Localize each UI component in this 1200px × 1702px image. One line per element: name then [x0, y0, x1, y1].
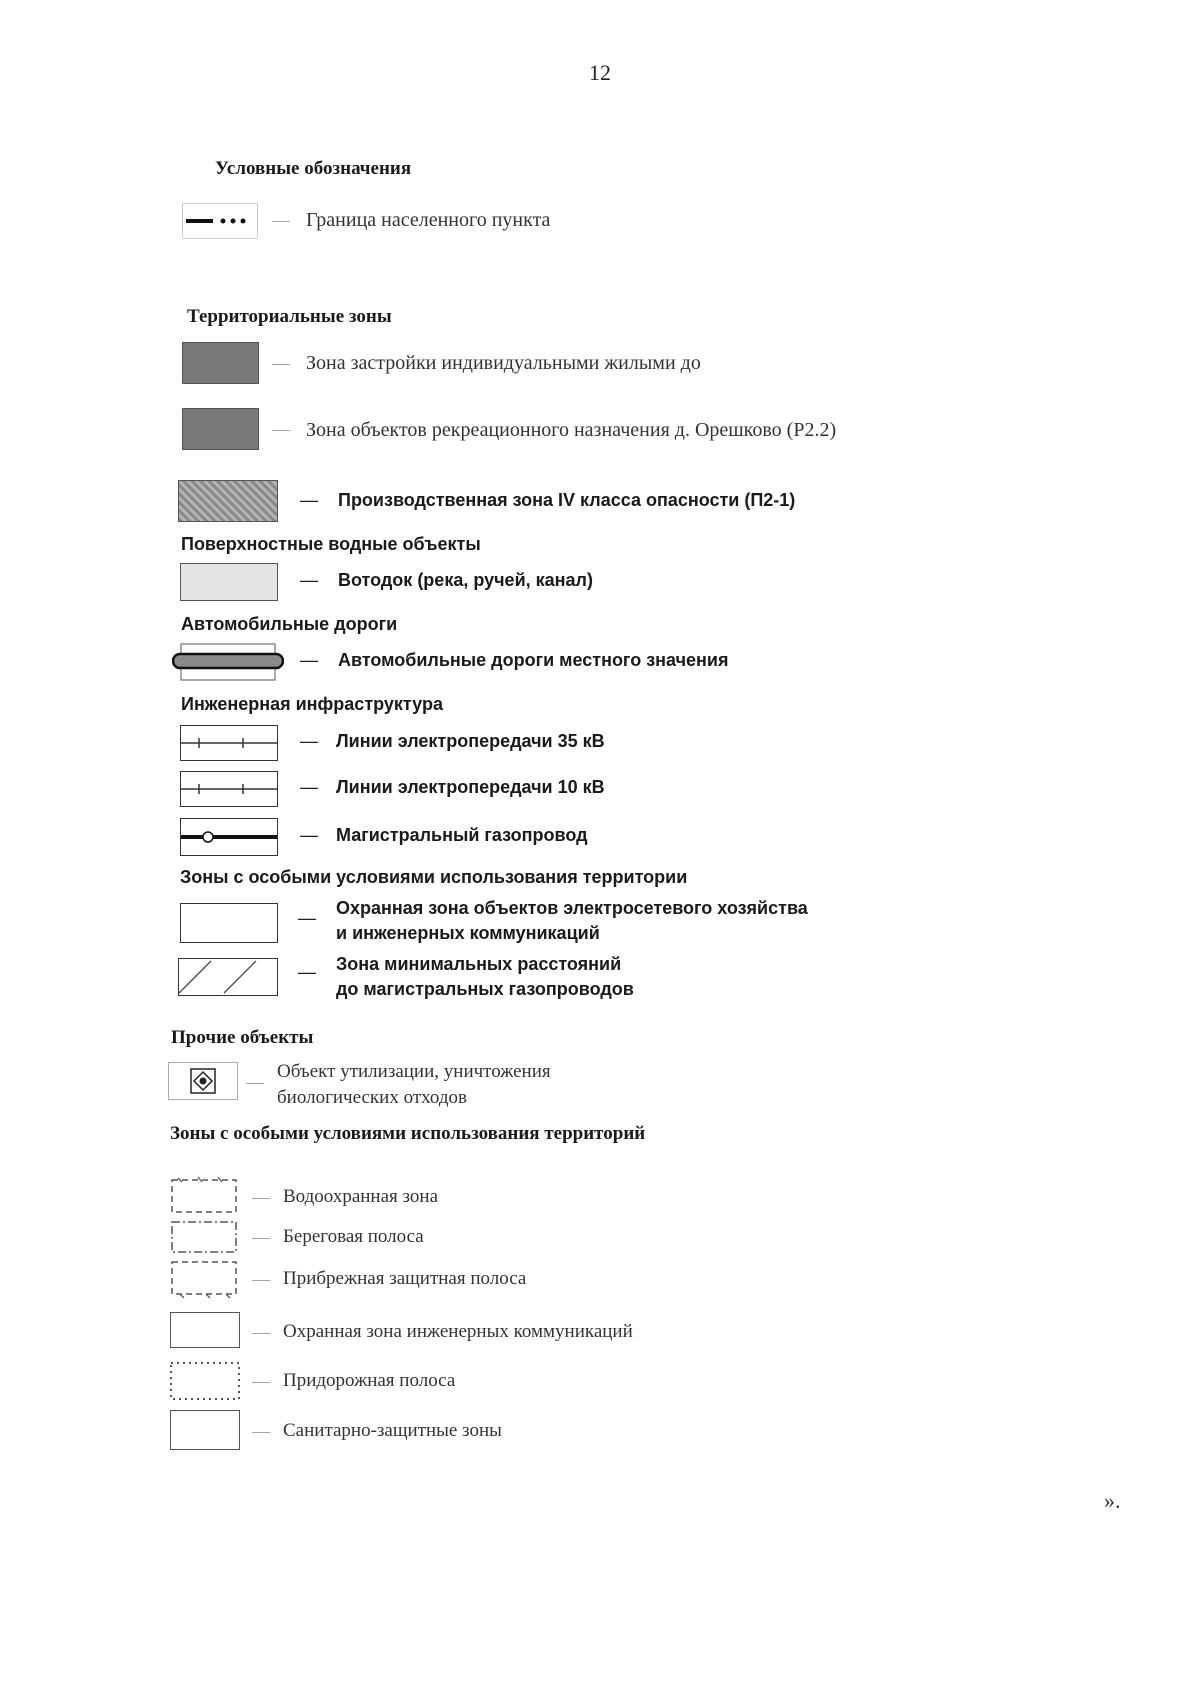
- sanitary-protection-zone-label: Санитарно-защитные зоны: [283, 1420, 502, 1441]
- other-objects-title: Прочие объекты: [171, 1027, 314, 1048]
- dash: —: [252, 1371, 270, 1391]
- utility-protection-zone-label: Охранная зона инженерных коммуникаций: [283, 1321, 633, 1342]
- gas-pipeline-icon: [180, 818, 278, 856]
- bio-waste-label-line2: биологических отходов: [277, 1087, 467, 1108]
- roads-title: Автомобильные дороги: [181, 614, 398, 634]
- min-distance-zone-label-line1: Зона минимальных расстояний: [336, 954, 622, 974]
- dash: —: [300, 490, 318, 510]
- protection-zone-label-line2: и инженерных коммуникаций: [336, 923, 600, 943]
- dash: —: [300, 731, 318, 751]
- infra-title: Инженерная инфраструктура: [181, 694, 443, 714]
- shore-strip-icon: [168, 1218, 240, 1256]
- water-protection-zone-icon: [168, 1174, 240, 1216]
- dash: —: [300, 650, 318, 670]
- dash: —: [300, 777, 318, 797]
- dash: —: [252, 1322, 270, 1342]
- bio-waste-label-line1: Объект утилизации, уничтожения: [277, 1061, 551, 1082]
- local-road-icon: [172, 643, 284, 681]
- residential-zone-icon: [182, 342, 259, 384]
- special-zones-2-title: Зоны с особыми условиями использования территорий: [170, 1123, 646, 1144]
- water-protection-zone-label: Водоохранная зона: [283, 1186, 439, 1207]
- coastal-protective-strip-label: Прибрежная защитная полоса: [283, 1268, 527, 1289]
- sanitary-protection-zone-icon: [170, 1410, 240, 1450]
- residential-zone-label: Зона застройки индивидуальными жилыми до: [306, 352, 701, 374]
- dash: —: [300, 825, 318, 845]
- dash: —: [272, 210, 290, 230]
- page-number: 12: [589, 60, 611, 85]
- utility-protection-zone-icon: [170, 1312, 240, 1348]
- gas-pipeline-label: Магистральный газопровод: [336, 825, 588, 845]
- coastal-protective-strip-icon: [168, 1258, 240, 1300]
- bio-waste-object-icon: [168, 1062, 238, 1100]
- watercourse-icon: [180, 563, 278, 601]
- min-distance-zone-icon: [178, 958, 278, 996]
- roadside-strip-label: Придорожная полоса: [283, 1370, 456, 1391]
- dash: —: [252, 1187, 270, 1207]
- power-line-35kv-icon: [180, 725, 278, 761]
- shore-strip-label: Береговая полоса: [283, 1226, 424, 1247]
- water-title: Поверхностные водные объекты: [181, 534, 481, 554]
- settlement-boundary-icon: [182, 203, 258, 239]
- roadside-strip-icon: [168, 1360, 244, 1402]
- local-road-label: Автомобильные дороги местного значения: [338, 650, 729, 670]
- watercourse-label: Вотодок (река, ручей, канал): [338, 570, 593, 590]
- special-zones-title: Зоны с особыми условиями использования территории: [180, 867, 688, 887]
- protection-zone-icon: [180, 903, 278, 943]
- power-line-35kv-label: Линии электропередачи 35 кВ: [336, 731, 605, 751]
- recreation-zone-label: Зона объектов рекреационного назначения д. Орешково (Р2.2): [306, 419, 837, 441]
- dash: —: [272, 353, 290, 373]
- dash: —: [252, 1421, 270, 1441]
- dash: —: [272, 419, 290, 439]
- protection-zone-label-line1: Охранная зона объектов электросетевого хозяйства: [336, 898, 808, 918]
- min-distance-zone-label-line2: до магистральных газопроводов: [336, 979, 634, 999]
- dash: —: [300, 570, 318, 590]
- dash: —: [298, 962, 316, 982]
- zones-title: Территориальные зоны: [187, 306, 392, 327]
- power-line-10kv-icon: [180, 771, 278, 807]
- dash: —: [298, 908, 316, 928]
- recreation-zone-icon: [182, 408, 259, 450]
- dash: —: [252, 1269, 270, 1289]
- closing-quote-mark: ».: [1104, 1488, 1121, 1513]
- dash: —: [246, 1072, 264, 1092]
- power-line-10kv-label: Линии электропередачи 10 кВ: [336, 777, 605, 797]
- settlement-boundary-label: Граница населенного пункта: [306, 209, 551, 231]
- dash: —: [252, 1227, 270, 1247]
- legend-title: Условные обозначения: [215, 158, 412, 179]
- industrial-zone-icon: [178, 480, 278, 522]
- industrial-zone-label: Производственная зона IV класса опасности (П2-1): [338, 490, 796, 510]
